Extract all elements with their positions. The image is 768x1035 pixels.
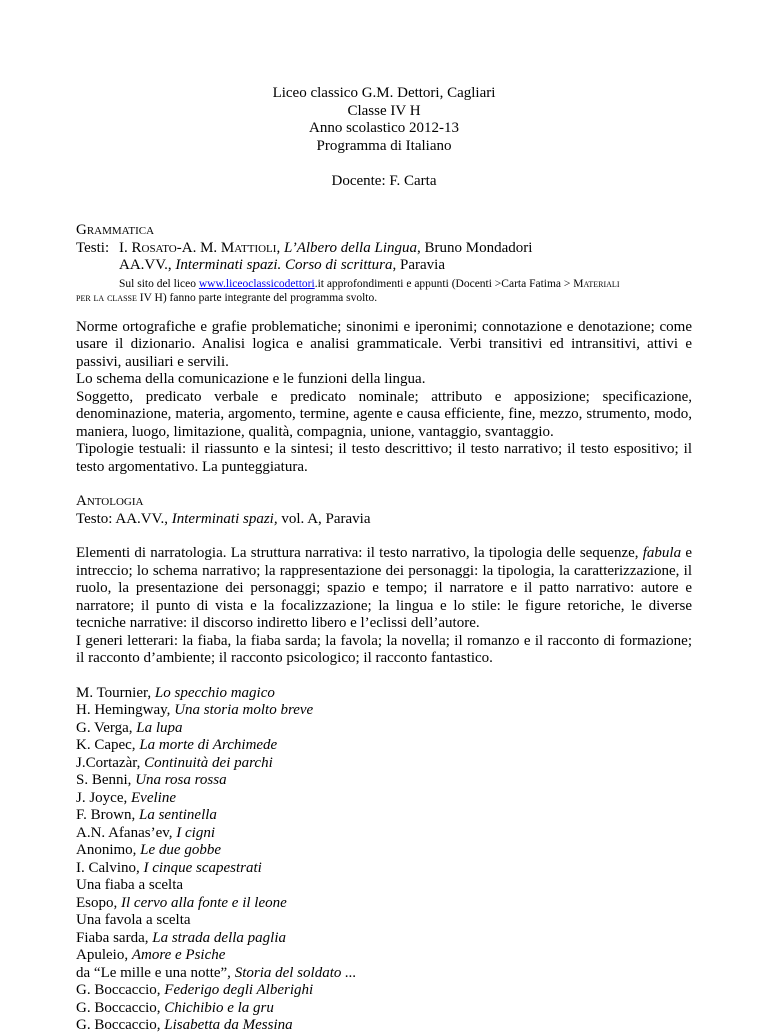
book1-title: L’Albero della Lingua: [283, 239, 417, 256]
textbook-2: [76, 257, 692, 275]
note-per-la-classe: per la classe: [76, 292, 137, 304]
reading-author: G. Boccaccio,: [76, 999, 165, 1016]
school-year: Anno scolastico 2012-13: [309, 120, 459, 136]
reading-title: Il cervo alla fonte e il leone: [121, 894, 287, 911]
reading-author: Una favola a scelta: [76, 912, 191, 928]
reading-item: [76, 737, 692, 755]
reading-item: [76, 702, 692, 720]
school-name: Liceo classico G.M. Dettori, Cagliari: [272, 85, 496, 101]
antologia-testo-title: Interminati spazi,: [171, 510, 278, 527]
reading-author: Anonimo,: [76, 842, 141, 858]
note-pre: Sul sito del liceo: [119, 277, 199, 290]
note-materiali: ateriali: [583, 277, 620, 290]
reading-title: La sentinella: [138, 807, 217, 823]
website-note: [76, 277, 692, 306]
reading-item: [76, 842, 692, 860]
reading-author: J. Joyce,: [76, 789, 131, 806]
reading-title: Lo specchio magico: [154, 684, 275, 701]
grammatica-paragraph: Norme ortografiche e grafie problematiche; sinonimi e iperonimi; connotazione e denotazione; come usare il dizionario. Analisi logica e analisi grammaticale. Verbi transitivi ed intransitivi, attivi e passivi, ausiliari e servili.: [76, 318, 692, 370]
reading-title: Eveline: [131, 789, 176, 806]
book2-publisher: , Paravia: [392, 257, 445, 273]
reading-author: H. Hemingway,: [76, 702, 175, 718]
para1-a: Elementi di narratologia. La struttura narrativa: il testo narrativo, la tipologia delle sequenze,: [76, 545, 643, 561]
antologia-testo-post: vol. A, Paravia: [277, 510, 371, 527]
antologia-testo-pre: Testo: AA.VV.,: [76, 510, 172, 527]
book1-publisher: , Bruno Mondadori: [417, 239, 533, 256]
book1-sep: ,: [276, 239, 284, 256]
note-mid: .it approfondimenti e appunti (Docenti >Carta Fatima > M: [314, 277, 584, 290]
reading-author: J.Cortazàr,: [76, 754, 145, 771]
reading-title: Una storia molto breve: [174, 702, 314, 718]
textbook-row-1: [76, 240, 692, 258]
reading-author: S. Benni,: [76, 772, 136, 788]
reading-item: [76, 895, 692, 913]
book2-title: Interminati spazi. Corso di scrittura: [175, 257, 393, 273]
reading-item: [76, 930, 692, 948]
reading-author: F. Brown,: [76, 807, 139, 823]
reading-item: [76, 825, 692, 843]
reading-item: [76, 965, 692, 983]
reading-author: G. Boccaccio,: [76, 982, 165, 998]
school-website-link[interactable]: www.liceoclassicodettori: [198, 277, 315, 290]
textbook-1: [119, 240, 532, 258]
book1-author-a: I. R: [119, 239, 142, 256]
readings-list: [76, 685, 692, 1035]
reading-title: Continuità dei parchi: [144, 754, 273, 771]
reading-title: I cinque scapestrati: [143, 859, 262, 876]
reading-author: M. Tournier,: [76, 684, 155, 701]
grammatica-paragraph: Lo schema della comunicazione e le funzioni della lingua.: [76, 371, 426, 387]
reading-author: da “Le mille e una notte”,: [76, 964, 235, 981]
reading-item: [76, 877, 692, 895]
reading-item: [76, 807, 692, 825]
reading-item: [76, 912, 692, 930]
reading-title: La strada della paglia: [152, 929, 286, 946]
para1-b: e intreccio; lo schema narrativo; la rappresentazione dei personaggi: la tipologia, la caratterizzazione, il ruolo, la presentazione dei personaggi; spazio e tempo; il narratore e il patto narrativo: autore e narratore; il punto di vista e la focalizzazione; la lingua e lo stile: le figure retoriche, le diverse tecniche narrative: il discorso indiretto libero e l’eclissi dell’autore.: [76, 545, 692, 631]
reading-title: La lupa: [136, 719, 183, 736]
reading-title: La morte di Archimede: [139, 737, 278, 753]
reading-author: A.N. Afanas’ev,: [76, 824, 177, 841]
reading-title: Federigo degli Alberighi: [164, 982, 314, 998]
reading-item: [76, 860, 692, 878]
reading-author: Una fiaba a scelta: [76, 877, 184, 893]
testi-label: Testi:: [76, 239, 110, 256]
reading-item: [76, 790, 692, 808]
reading-item: [76, 755, 692, 773]
section-title-grammatica: Grammatica: [76, 222, 155, 238]
reading-author: G. Boccaccio,: [76, 1017, 165, 1033]
reading-title: Le due gobbe: [140, 842, 221, 858]
reading-title: Una rosa rossa: [135, 772, 227, 788]
reading-author: G. Verga,: [76, 719, 137, 736]
para1-fabula: fabula: [642, 545, 682, 561]
section-title-antologia: Antologia: [76, 493, 144, 509]
reading-author: Esopo,: [76, 894, 121, 911]
program-title: Programma di Italiano: [316, 137, 452, 154]
antologia-paragraph: I generi letterari: la fiaba, la fiaba sarda; la favola; la novella; il romanzo e il racconto di formazione; il racconto d’ambiente; il racconto psicologico; il racconto fantastico.: [76, 632, 692, 666]
grammatica-paragraph: Tipologie testuali: il riassunto e la sintesi; il testo descrittivo; il testo narrativo; il testo espositivo; il testo argomentativo. La punteggiatura.: [76, 441, 692, 475]
class-name: Classe IV H: [347, 102, 421, 119]
reading-author: Fiaba sarda,: [76, 929, 153, 946]
reading-item: [76, 1017, 692, 1035]
teacher-line: Docente: F. Carta: [331, 173, 437, 189]
reading-item: [76, 772, 692, 790]
grammatica-paragraph: Soggetto, predicato verbale e predicato nominale; attributo e apposizione; specificazione, denominazione, materia, argomento, termine, agente e causa efficiente, fine, mezzo, strumento, modo, maniera, luogo, limitazione, qualità, compagnia, unione, vantaggio, svantaggio.: [76, 388, 692, 440]
reading-title: Amore e Psiche: [131, 947, 226, 963]
reading-author: Apuleio,: [76, 947, 132, 963]
book1-author-b-sc: attioli: [234, 239, 277, 256]
reading-item: [76, 685, 692, 703]
reading-item: [76, 1000, 692, 1018]
reading-title: Storia del soldato ...: [234, 964, 357, 981]
reading-title: I cigni: [176, 824, 215, 841]
reading-item: [76, 982, 692, 1000]
antologia-paragraph: [76, 545, 692, 633]
reading-item: [76, 720, 692, 738]
book1-author-b: -A. M. M: [176, 239, 235, 256]
book2-authors: AA.VV.,: [119, 257, 176, 273]
document-header: [0, 85, 768, 191]
reading-item: [76, 947, 692, 965]
reading-title: Chichibio e la gru: [164, 999, 274, 1016]
book1-author-a-sc: osato: [141, 239, 177, 256]
reading-author: K. Capec,: [76, 737, 140, 753]
reading-title: Lisabetta da Messina: [164, 1017, 293, 1033]
note-post: IV H) fanno parte integrante del programma svolto.: [136, 292, 378, 304]
document-body: [76, 222, 692, 1035]
reading-author: I. Calvino,: [76, 859, 144, 876]
antologia-textbook: [76, 511, 692, 529]
